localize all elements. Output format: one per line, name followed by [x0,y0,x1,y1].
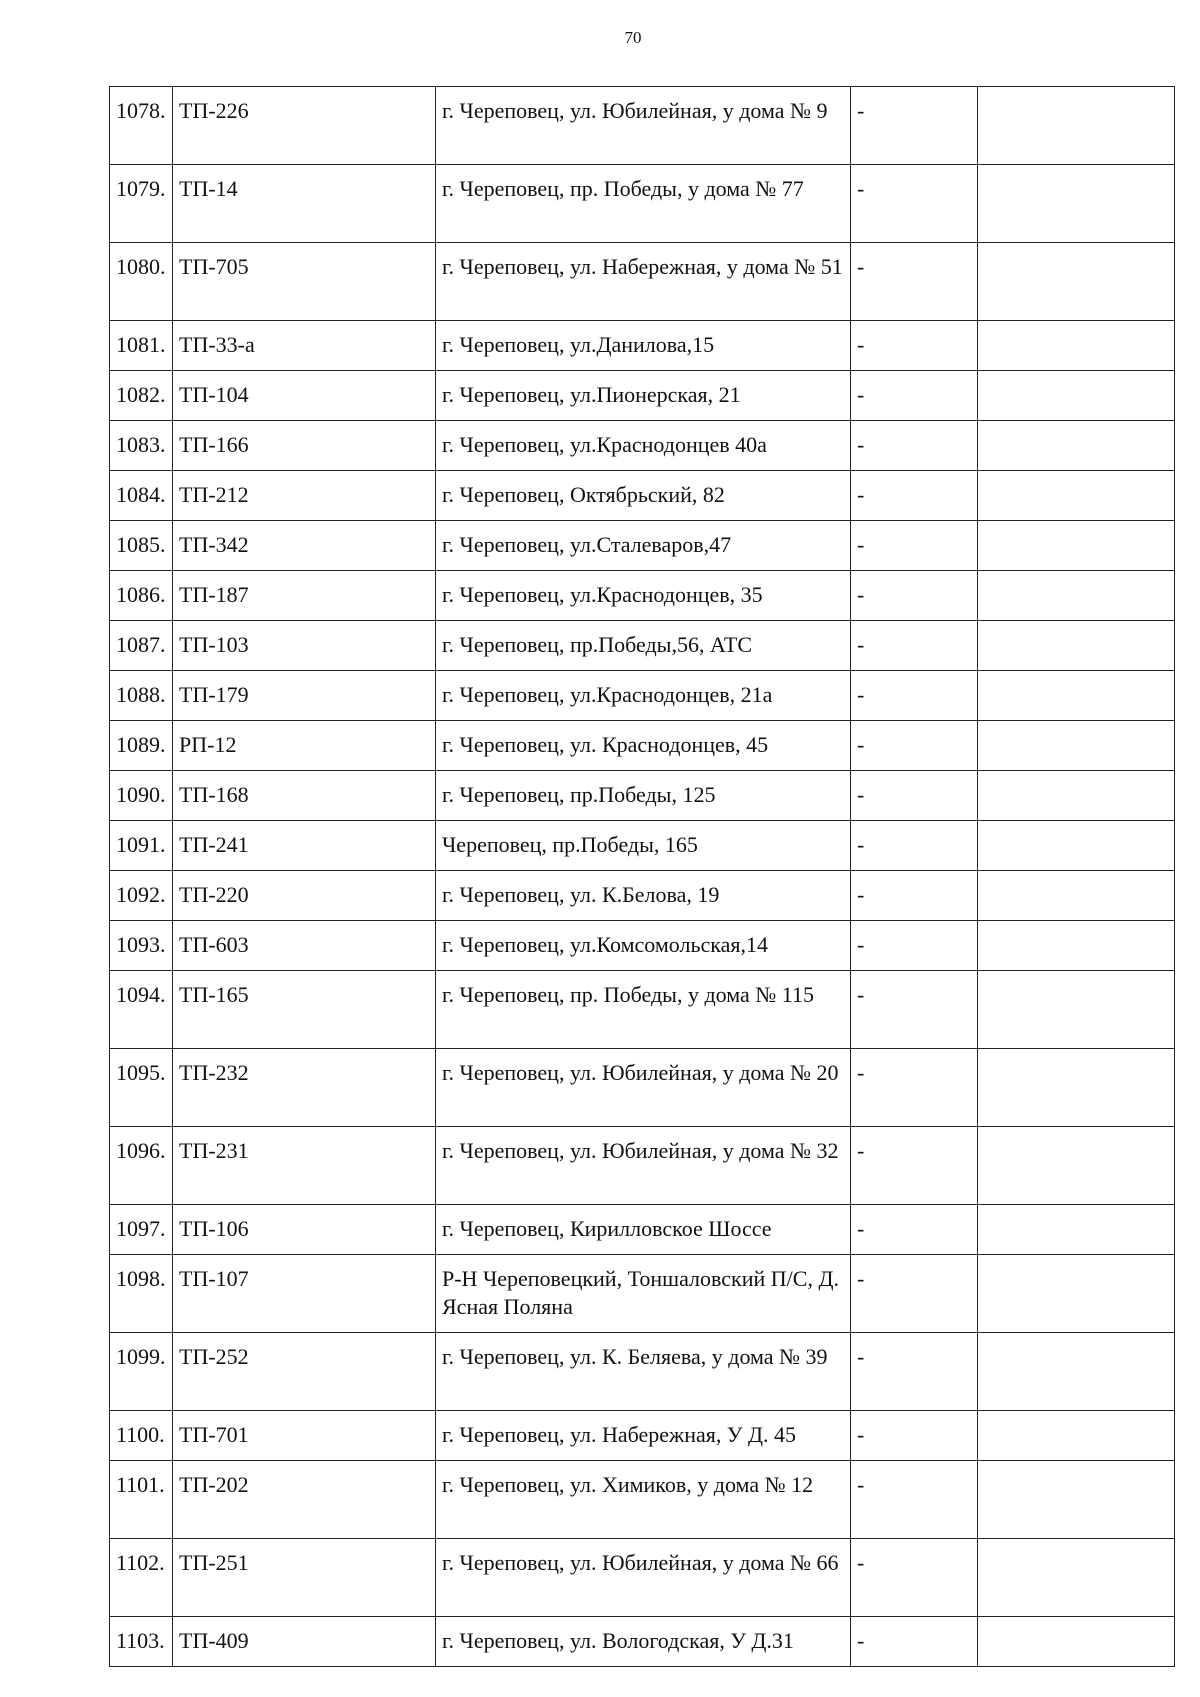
column-5-value [978,771,1175,821]
table-row [110,1333,1175,1411]
object-address: г. Череповец, пр. Победы, у дома № 77 [436,165,851,243]
object-address: Череповец, пр.Победы, 165 [436,821,851,871]
row-number: 1097. [110,1205,173,1255]
column-4-value: - [851,771,978,821]
table-row [110,1539,1175,1617]
column-4-value: - [851,921,978,971]
table-row [110,1127,1175,1205]
row-number: 1081. [110,321,173,371]
column-4-value: - [851,471,978,521]
table-row [110,321,1175,371]
column-4-value: - [851,1205,978,1255]
column-4-value: - [851,821,978,871]
column-5-value [978,571,1175,621]
column-4-value: - [851,1539,978,1617]
object-name: ТП-104 [173,371,436,421]
table-row [110,871,1175,921]
column-4-value: - [851,571,978,621]
object-address: г. Череповец, пр. Победы, у дома № 115 [436,971,851,1049]
table-row [110,521,1175,571]
table-row [110,1461,1175,1539]
object-name: ТП-187 [173,571,436,621]
column-4-value: - [851,1127,978,1205]
column-4-value: - [851,1461,978,1539]
object-name: ТП-231 [173,1127,436,1205]
page-number: 70 [624,28,642,47]
row-number: 1094. [110,971,173,1049]
object-name: ТП-252 [173,1333,436,1411]
column-5-value [978,1461,1175,1539]
table-body [110,87,1175,1667]
row-number: 1091. [110,821,173,871]
row-number: 1102. [110,1539,173,1617]
row-number: 1080. [110,243,173,321]
object-address: г. Череповец, ул.Пионерская, 21 [436,371,851,421]
object-address: Р-Н Череповецкий, Тоншаловский П/С, Д. Ясная Поляна [436,1255,851,1333]
object-name: ТП-166 [173,421,436,471]
column-4-value: - [851,671,978,721]
column-4-value: - [851,165,978,243]
row-number: 1093. [110,921,173,971]
column-5-value [978,671,1175,721]
column-5-value [978,1255,1175,1333]
object-name: РП-12 [173,721,436,771]
table-row [110,87,1175,165]
object-address: г. Череповец, ул.Данилова,15 [436,321,851,371]
object-name: ТП-212 [173,471,436,521]
row-number: 1088. [110,671,173,721]
object-address: г. Череповец, ул. Юбилейная, у дома № 66 [436,1539,851,1617]
object-name: ТП-232 [173,1049,436,1127]
object-address: г. Череповец, Кирилловское Шоссе [436,1205,851,1255]
object-address: г. Череповец, пр.Победы,56, АТС [436,621,851,671]
table-row [110,1049,1175,1127]
column-5-value [978,821,1175,871]
row-number: 1087. [110,621,173,671]
row-number: 1096. [110,1127,173,1205]
column-5-value [978,1205,1175,1255]
column-4-value: - [851,243,978,321]
table-row [110,421,1175,471]
table-row [110,721,1175,771]
table-row [110,1205,1175,1255]
object-address: г. Череповец, ул. Юбилейная, у дома № 32 [436,1127,851,1205]
object-address: г. Череповец, ул. Набережная, У Д. 45 [436,1411,851,1461]
object-address: г. Череповец, ул.Краснодонцев 40а [436,421,851,471]
column-4-value: - [851,521,978,571]
column-5-value [978,243,1175,321]
column-4-value: - [851,371,978,421]
row-number: 1086. [110,571,173,621]
column-5-value [978,721,1175,771]
column-5-value [978,921,1175,971]
table-row [110,471,1175,521]
table-row [110,621,1175,671]
object-address: г. Череповец, ул.Краснодонцев, 35 [436,571,851,621]
object-name: ТП-226 [173,87,436,165]
column-5-value [978,1333,1175,1411]
table-row [110,921,1175,971]
object-address: г. Череповец, пр.Победы, 125 [436,771,851,821]
column-4-value: - [851,1255,978,1333]
object-name: ТП-705 [173,243,436,321]
object-name: ТП-342 [173,521,436,571]
object-address: г. Череповец, Октябрьский, 82 [436,471,851,521]
object-address: г. Череповец, ул. Вологодская, У Д.31 [436,1617,851,1667]
object-name: ТП-107 [173,1255,436,1333]
column-4-value: - [851,321,978,371]
object-address: г. Череповец, ул. Краснодонцев, 45 [436,721,851,771]
substation-table [109,86,1175,1667]
object-name: ТП-165 [173,971,436,1049]
object-address: г. Череповец, ул. Набережная, у дома № 51 [436,243,851,321]
row-number: 1090. [110,771,173,821]
column-4-value: - [851,87,978,165]
column-4-value: - [851,871,978,921]
column-4-value: - [851,1333,978,1411]
column-5-value [978,165,1175,243]
column-4-value: - [851,621,978,671]
column-4-value: - [851,971,978,1049]
column-4-value: - [851,1411,978,1461]
table-row [110,1255,1175,1333]
row-number: 1095. [110,1049,173,1127]
table-row [110,1411,1175,1461]
row-number: 1098. [110,1255,173,1333]
column-5-value [978,621,1175,671]
row-number: 1083. [110,421,173,471]
object-name: ТП-168 [173,771,436,821]
object-name: ТП-241 [173,821,436,871]
object-address: г. Череповец, ул.Комсомольская,14 [436,921,851,971]
column-5-value [978,471,1175,521]
object-address: г. Череповец, ул. Юбилейная, у дома № 20 [436,1049,851,1127]
column-5-value [978,521,1175,571]
table-row [110,1617,1175,1667]
row-number: 1103. [110,1617,173,1667]
object-address: г. Череповец, ул. К.Белова, 19 [436,871,851,921]
table-row [110,821,1175,871]
table-row [110,243,1175,321]
object-name: ТП-251 [173,1539,436,1617]
object-name: ТП-603 [173,921,436,971]
object-name: ТП-701 [173,1411,436,1461]
column-5-value [978,1539,1175,1617]
object-address: г. Череповец, ул.Краснодонцев, 21а [436,671,851,721]
row-number: 1099. [110,1333,173,1411]
table-row [110,165,1175,243]
column-5-value [978,871,1175,921]
table-row [110,971,1175,1049]
column-5-value [978,421,1175,471]
object-address: г. Череповец, ул.Сталеваров,47 [436,521,851,571]
column-5-value [978,87,1175,165]
table-row [110,371,1175,421]
row-number: 1089. [110,721,173,771]
row-number: 1092. [110,871,173,921]
object-name: ТП-106 [173,1205,436,1255]
column-4-value: - [851,421,978,471]
row-number: 1101. [110,1461,173,1539]
column-4-value: - [851,1049,978,1127]
object-address: г. Череповец, ул. Химиков, у дома № 12 [436,1461,851,1539]
table-row [110,771,1175,821]
column-5-value [978,1617,1175,1667]
object-address: г. Череповец, ул. Юбилейная, у дома № 9 [436,87,851,165]
object-name: ТП-33-а [173,321,436,371]
column-5-value [978,1127,1175,1205]
object-name: ТП-409 [173,1617,436,1667]
row-number: 1085. [110,521,173,571]
object-name: ТП-179 [173,671,436,721]
table-row [110,571,1175,621]
object-address: г. Череповец, ул. К. Беляева, у дома № 39 [436,1333,851,1411]
table-row [110,671,1175,721]
column-5-value [978,971,1175,1049]
column-5-value [978,1411,1175,1461]
column-4-value: - [851,721,978,771]
row-number: 1084. [110,471,173,521]
column-5-value [978,371,1175,421]
column-5-value [978,1049,1175,1127]
column-5-value [978,321,1175,371]
column-4-value: - [851,1617,978,1667]
object-name: ТП-202 [173,1461,436,1539]
row-number: 1100. [110,1411,173,1461]
object-name: ТП-103 [173,621,436,671]
object-name: ТП-14 [173,165,436,243]
row-number: 1079. [110,165,173,243]
row-number: 1078. [110,87,173,165]
row-number: 1082. [110,371,173,421]
object-name: ТП-220 [173,871,436,921]
